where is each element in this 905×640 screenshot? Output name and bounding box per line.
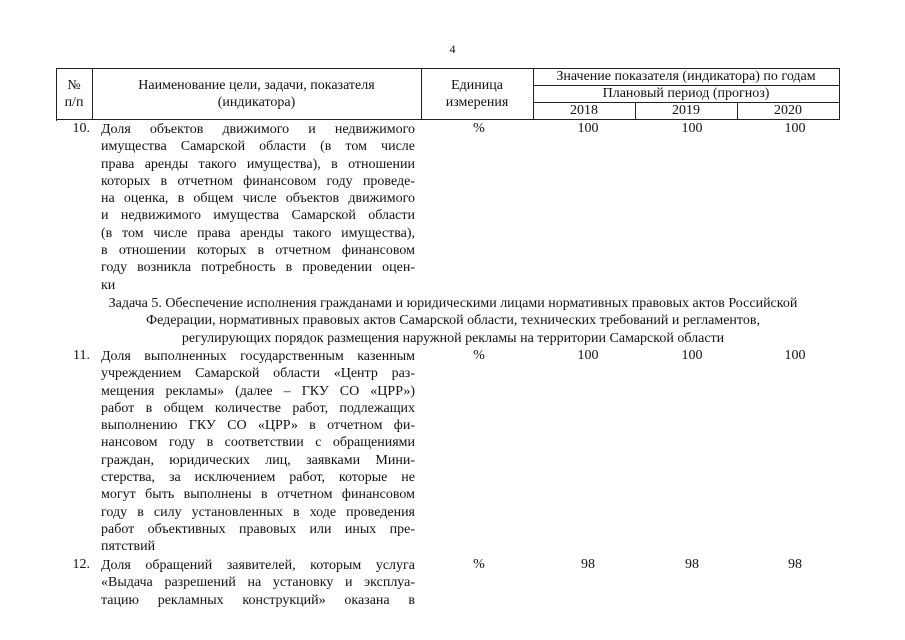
task-line: регулирующих порядок размещения наружной рекламы на территории Самарской области	[181, 330, 725, 346]
row-10-value-2020: 100	[784, 121, 806, 136]
row-10-number: 10.	[72, 121, 90, 136]
text-line: учреждением Самарской области «Центр раз-	[101, 366, 415, 382]
header-name: Наименование цели, задачи, показателя (индикатора)	[92, 68, 422, 120]
row-10-unit: %	[473, 121, 485, 136]
text-line: (в том числе права аренды такого имущества),	[101, 225, 415, 241]
text-line: граждан, юридических лиц, заявками Мини-	[101, 452, 415, 468]
page-number: 4	[449, 42, 456, 56]
row-12-number: 12.	[72, 557, 90, 572]
row-12-value-2019: 98	[685, 557, 699, 572]
text-line: Доля выполненных государственным казенным	[101, 349, 415, 364]
row-11-text	[101, 348, 415, 556]
header-period: Плановый период (прогноз)	[533, 85, 840, 103]
text-line: работ объективных правовых или иных пре-	[101, 521, 415, 537]
text-line: пятствий	[101, 539, 156, 555]
text-line: и недвижимого имущества Самарской области	[101, 208, 415, 224]
row-11-value-2020: 100	[784, 348, 806, 363]
header-year-2020: 2020	[737, 102, 840, 120]
text-line: выполнению ГКУ СО «ЦРР» в отчетном фи-	[101, 418, 415, 434]
row-11-value-2019: 100	[681, 348, 703, 363]
text-line: тацию рекламных конструкций» оказана в	[101, 592, 415, 608]
header-num: № п/п	[56, 68, 93, 120]
row-11-unit: %	[473, 348, 485, 363]
text-line: которых в отчетном финансовом году проведе-	[101, 173, 415, 189]
row-10-value-2019: 100	[681, 121, 703, 136]
text-line: в отношении которых в отчетном финансовом	[101, 243, 415, 259]
row-10-text	[101, 121, 415, 294]
row-12-value-2020: 98	[788, 557, 802, 572]
header-year-2019: 2019	[635, 102, 738, 120]
text-line: работ в общем количестве работ, подлежащих	[101, 400, 415, 416]
row-10-value-2018: 100	[577, 121, 599, 136]
text-line: могут быть выполнены в отчетном финансовом	[101, 487, 415, 503]
text-line: нансовом году в соответствии с обращениями	[101, 435, 415, 451]
row-12-unit: %	[473, 557, 485, 572]
task-5-heading	[58, 295, 848, 347]
header-unit: Единица измерения	[421, 68, 534, 120]
text-line: Доля объектов движимого и недвижимого	[101, 122, 415, 137]
row-11-value-2018: 100	[577, 348, 599, 363]
text-line: стерства, за исключением работ, которые не	[101, 470, 415, 486]
text-line: Доля обращений заявителей, которым услуга	[101, 558, 415, 573]
row-12-value-2018: 98	[581, 557, 595, 572]
task-line: Федерации, нормативных правовых актов Самарской области, технических требований и регламентов,	[146, 313, 760, 329]
text-line: ки	[101, 277, 116, 293]
text-line: году возникла потребность в проведении оцен-	[101, 260, 415, 276]
text-line: права аренды такого имущества), в отношении	[101, 156, 415, 172]
task-line: Задача 5. Обеспечение исполнения гражданами и юридическими лицами нормативных правовых актов Российской	[108, 296, 798, 311]
text-line: мещения рекламы» (далее – ГКУ СО «ЦРР»)	[101, 383, 415, 399]
header-year-2018: 2018	[533, 102, 636, 120]
row-12-text	[101, 557, 415, 609]
row-11-number: 11.	[73, 348, 90, 363]
header-values: Значение показателя (индикатора) по годам	[533, 68, 840, 86]
text-line: на оценка, в общем числе объектов движимого	[101, 191, 415, 207]
text-line: «Выдача разрешений на установку и эксплуа-	[101, 575, 415, 591]
text-line: имущества Самарской области (в том числе	[101, 139, 415, 155]
text-line: году в силу установленных в ходе проведения	[101, 504, 415, 520]
